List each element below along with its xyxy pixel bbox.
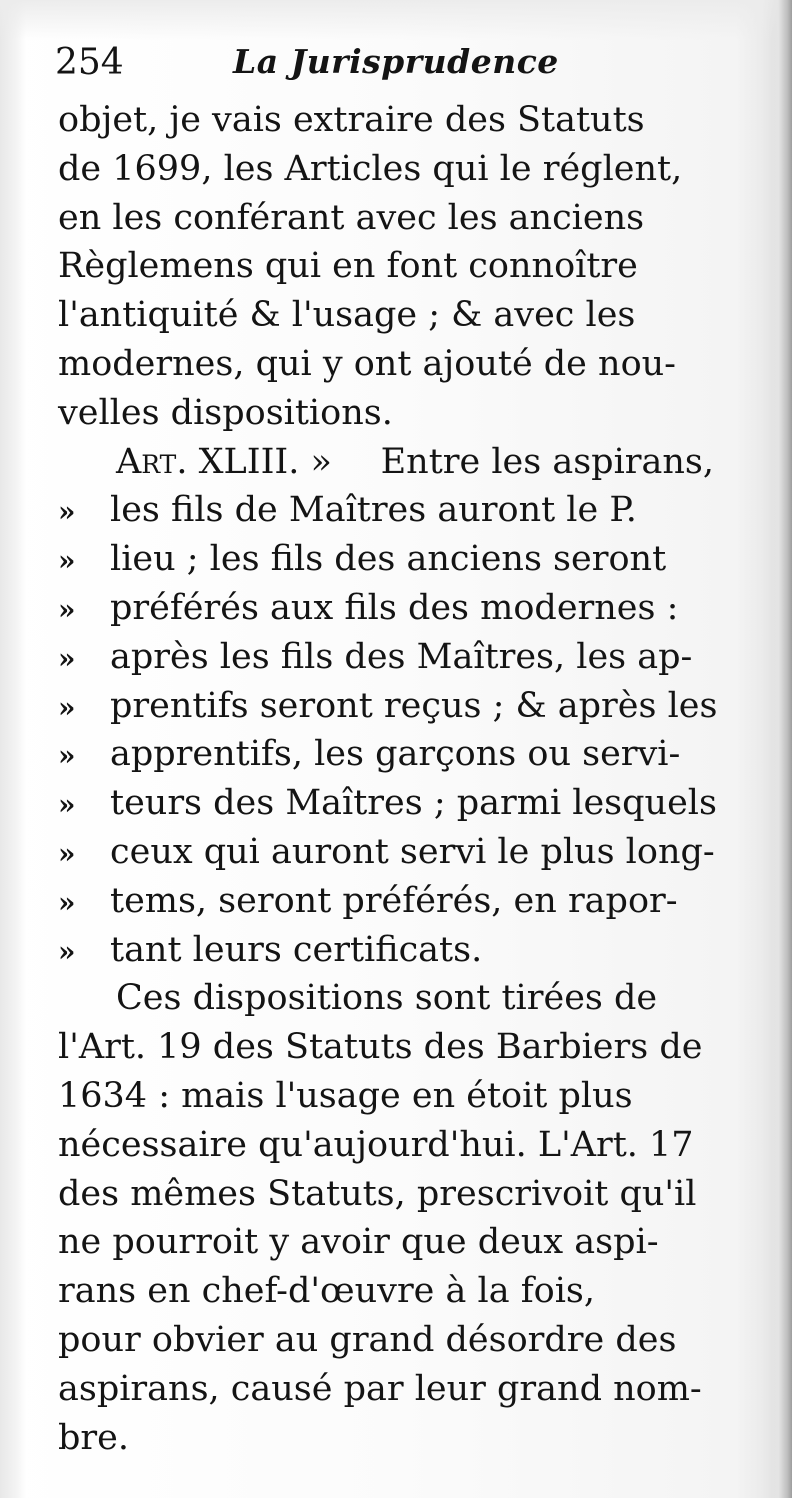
text-line: ne pourroit y avoir que deux aspi-	[58, 1222, 659, 1263]
quoted-line-text: après les fils des Maîtres, les ap-	[110, 636, 693, 677]
quoted-line	[58, 535, 714, 584]
text-line: rans en chef-d'œuvre à la fois,	[58, 1271, 595, 1312]
page-number: 254	[55, 42, 124, 83]
quoted-line-text: prentifs seront reçus ; & après les	[110, 685, 718, 726]
quoted-line	[58, 828, 714, 877]
article-reference	[116, 438, 332, 487]
article-label: Art.	[116, 441, 188, 482]
quoted-line-text: préférés aux fils des modernes :	[110, 587, 679, 628]
paragraph-2	[58, 974, 714, 1462]
quoted-line-text: apprentifs, les garçons ou servi-	[110, 734, 681, 775]
text-line: aspirans, causé par leur grand nom-	[58, 1368, 702, 1409]
quote-mark: »	[310, 441, 332, 482]
quote-mark: »	[58, 544, 76, 578]
text-line: l'Art. 19 des Statuts des Barbiers de	[58, 1027, 703, 1068]
paragraph-1	[58, 96, 714, 438]
quoted-line	[58, 486, 714, 535]
quoted-line	[58, 779, 717, 828]
quoted-line-text: les fils de Maîtres auront le P.	[110, 490, 637, 531]
text-line: de 1699, les Articles qui le réglent,	[58, 148, 683, 189]
article-number: XLIII.	[198, 441, 300, 482]
quoted-line-text: tant leurs certificats.	[110, 929, 483, 970]
page-edge	[792, 0, 800, 1498]
text-line: 1634 : mais l'usage en étoit plus	[58, 1075, 633, 1116]
text-line: Ces dispositions sont tirées de	[116, 978, 658, 1019]
page-gutter-shadow	[0, 0, 26, 1498]
quote-mark: »	[58, 739, 76, 773]
article-heading-line	[58, 438, 714, 487]
quote-mark: »	[58, 495, 76, 529]
text-line: des mêmes Statuts, prescrivoit qu'il	[58, 1173, 697, 1214]
article-first-line: Entre les aspirans,	[380, 441, 714, 482]
running-title: La Jurisprudence	[233, 42, 559, 81]
text-line: nécessaire qu'aujourd'hui. L'Art. 17	[58, 1124, 694, 1165]
running-head	[55, 42, 655, 92]
quote-mark: »	[58, 641, 76, 675]
quoted-line	[58, 730, 714, 779]
text-line: objet, je vais extraire des Statuts	[58, 100, 645, 140]
quoted-line-text: teurs des Maîtres ; parmi lesquels	[110, 783, 717, 824]
quoted-line	[58, 926, 714, 975]
text-line: l'antiquité & l'usage ; & avec les	[58, 295, 636, 336]
quote-mark: »	[58, 690, 76, 724]
text-line: Règlemens qui en font connoître	[58, 246, 638, 287]
quote-mark: »	[58, 836, 76, 870]
quoted-line	[58, 584, 714, 633]
quoted-line-text: tems, seront préférés, en rapor-	[110, 880, 678, 921]
quoted-line-text: ceux qui auront servi le plus long-	[110, 831, 715, 872]
text-line: bre.	[58, 1417, 129, 1458]
body-text	[58, 96, 718, 1462]
quote-mark: »	[58, 592, 76, 626]
quote-mark: »	[58, 934, 76, 968]
quoted-line	[58, 682, 718, 731]
quoted-line-text: lieu ; les fils des anciens seront	[110, 539, 667, 580]
quote-mark: »	[58, 788, 76, 822]
text-line: velles dispositions.	[58, 392, 393, 433]
quoted-article-text	[58, 486, 718, 974]
quoted-line	[58, 877, 714, 926]
text-line: pour obvier au grand désordre des	[58, 1319, 677, 1360]
text-line: en les conférant avec les anciens	[58, 197, 645, 238]
quoted-line	[58, 633, 714, 682]
page-edge-shadow	[762, 0, 792, 1498]
page-top-shadow	[0, 0, 800, 40]
text-line: modernes, qui y ont ajouté de nou-	[58, 343, 677, 384]
quote-mark: »	[58, 885, 76, 919]
